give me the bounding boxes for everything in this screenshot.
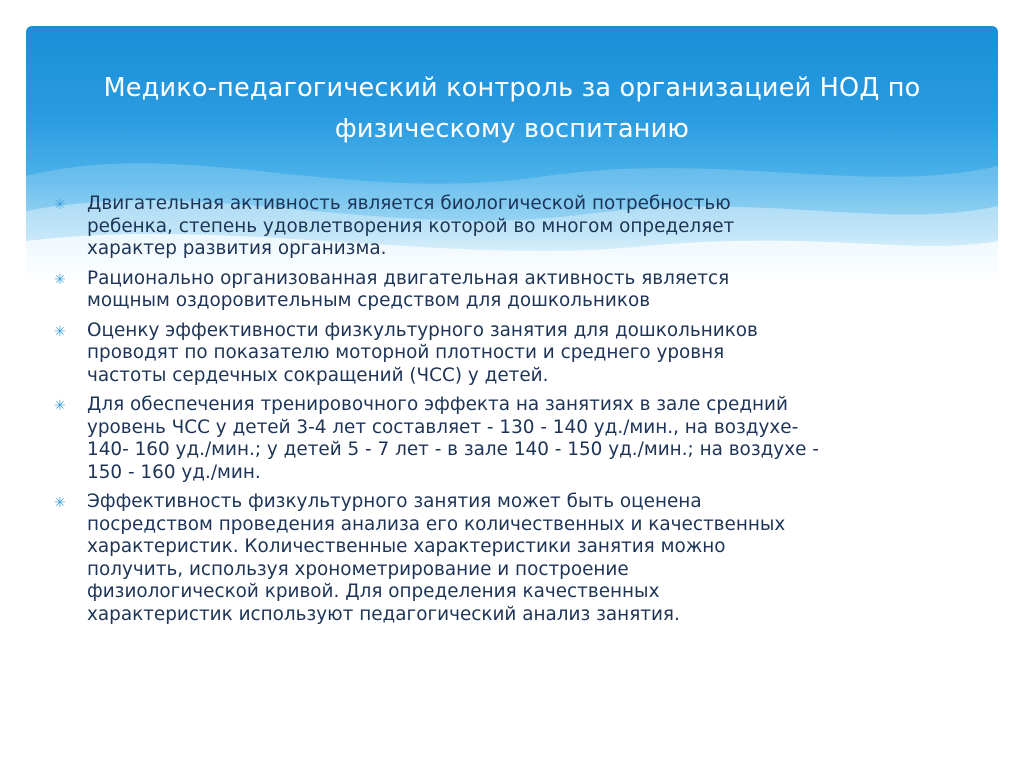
list-item-text: Оценку эффективности физкультурного занятия для дошкольников проводят по показателю моторной плотности и среднего уровня частоты сердечных сокращений (ЧСС) у детей.	[87, 319, 758, 386]
list-item-text: Рационально организованная двигательная активность является мощным оздоровительным средством для дошкольников	[87, 267, 730, 311]
bullet-list	[52, 193, 952, 633]
list-item	[52, 193, 952, 261]
list-item-text: Эффективность физкультурного занятия может быть оценена посредством проведения анализа его количественных и качественных характеристик. Количественные характеристики занятия можно получить, используя хронометрирование и построение физиологической кривой. Для определения качественных характеристик используют педагогический анализ занятия.	[87, 491, 786, 625]
asterisk-icon: ✳	[54, 197, 66, 213]
asterisk-icon: ✳	[54, 323, 66, 340]
list-item	[52, 320, 952, 388]
list-item	[52, 268, 952, 313]
list-item-text: Двигательная активность является биологической потребностью ребенка, степень удовлетворения которой во многом определяет характер развития организма.	[87, 193, 735, 259]
slide-title: Медико-педагогический контроль за организацией НОД по физическому воспитанию	[103, 73, 921, 144]
asterisk-icon: ✳	[54, 271, 66, 288]
asterisk-icon: ✳	[54, 398, 66, 414]
list-item	[52, 394, 952, 484]
list-item-text: Для обеспечения тренировочного эффекта на занятиях в зале средний уровень ЧСС у детей 3-4 лет составляет - 130 - 140 уд./мин., на воздухе- 140- 160 уд./мин.; у детей 5 - 7 лет - в зале 140 - 150 уд./мин.; на воздухе - 150 - 160 уд./мин.	[87, 394, 819, 483]
list-item	[52, 491, 952, 626]
asterisk-icon: ✳	[54, 495, 66, 511]
